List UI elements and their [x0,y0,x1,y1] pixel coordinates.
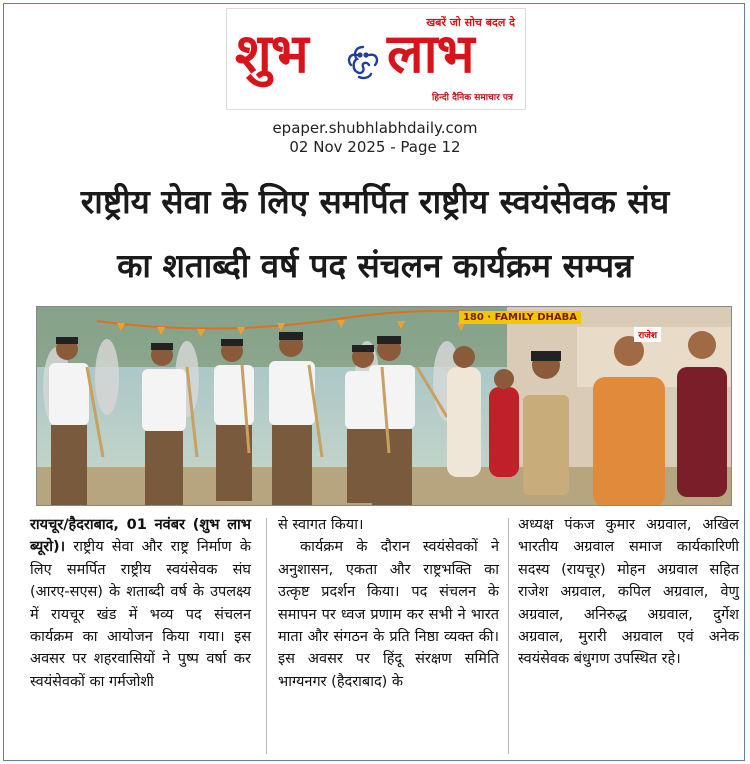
masthead-logo [226,8,526,110]
epaper-url[interactable]: epaper.shubhlabhdaily.com [272,119,478,137]
logo-word-labh: लाभ [387,22,474,85]
headline-line-1: राष्ट्रीय सेवा के लिए समर्पित राष्ट्रीय स्वयंसेवक संघ [80,182,670,221]
logo-word-shubh: शुभ [235,22,308,85]
article-paragraph: अध्यक्ष पंकज कुमार अग्रवाल, अखिल भारतीय अग्रवाल समाज कार्यकारिणी सदस्य (रायचूर) मोहन अग्रवाल सहित राजेश अग्रवाल, कपिल अग्रवाल, वेणु अग्रवाल, अनिरुद्ध अग्रवाल, दुर्गेश अग्रवाल, मुरारी अग्रवाल एवं अनेक स्वयंसेवक बंधुगण उपस्थित रहे। [518,517,739,668]
article-column-2 [278,514,499,693]
article-column-3 [518,514,739,671]
march-illustration [37,307,732,506]
edition-date-page: 02 Nov 2025 - Page 12 [289,138,461,156]
photo-banner: राजेश [634,327,661,342]
masthead-subtitle: हिन्दी दैनिक समाचार पत्र [431,93,513,103]
masthead-tagline: खबरें जो सोच बदल दे [426,16,515,29]
photo-signboard: 180 · FAMILY DHABA [459,311,581,324]
column-divider [266,518,267,754]
column-divider [508,518,509,754]
article-paragraph: कार्यक्रम के दौरान स्वयंसेवकों ने अनुशासन, एकता और राष्ट्रभक्ति का उत्कृष्ट प्रदर्शन किया। पद संचलन के समापन पर ध्वज प्रणाम कर सभी ने भारत माता और संगठन के प्रति निष्ठा व्यक्त की।इस अवसर पर हिंदू संरक्षण समिति भाग्यनगर (हैदराबाद) के [278,539,499,690]
article-body [30,514,740,760]
ganesha-icon [343,41,383,81]
article-column-1 [30,514,251,693]
headline-line-2: का शताब्दी वर्ष पद संचलन कार्यक्रम सम्पन्न [117,246,633,285]
news-photo [36,306,732,506]
article-dateline: रायचूर/हैदराबाद, 01 नवंबर (शुभ लाभ ब्यूरो)। [30,517,251,556]
article-paragraph: से स्वागत किया। [278,517,364,533]
article-col1-text: राष्ट्रीय सेवा और राष्ट्र निर्माण के लिए समर्पित राष्ट्रीय स्वयंसेवक संघ (आरए-सएस) के शताब्दी वर्ष के उपलक्ष्य में रायचूर खंड में भव्य पद संचलन कार्यक्रम का आयोजन किया गया। इस अवसर पर शहरवासियों ने पुष्प वर्षा कर स्वयंसेवकों का गर्मजोशी [30,539,251,690]
